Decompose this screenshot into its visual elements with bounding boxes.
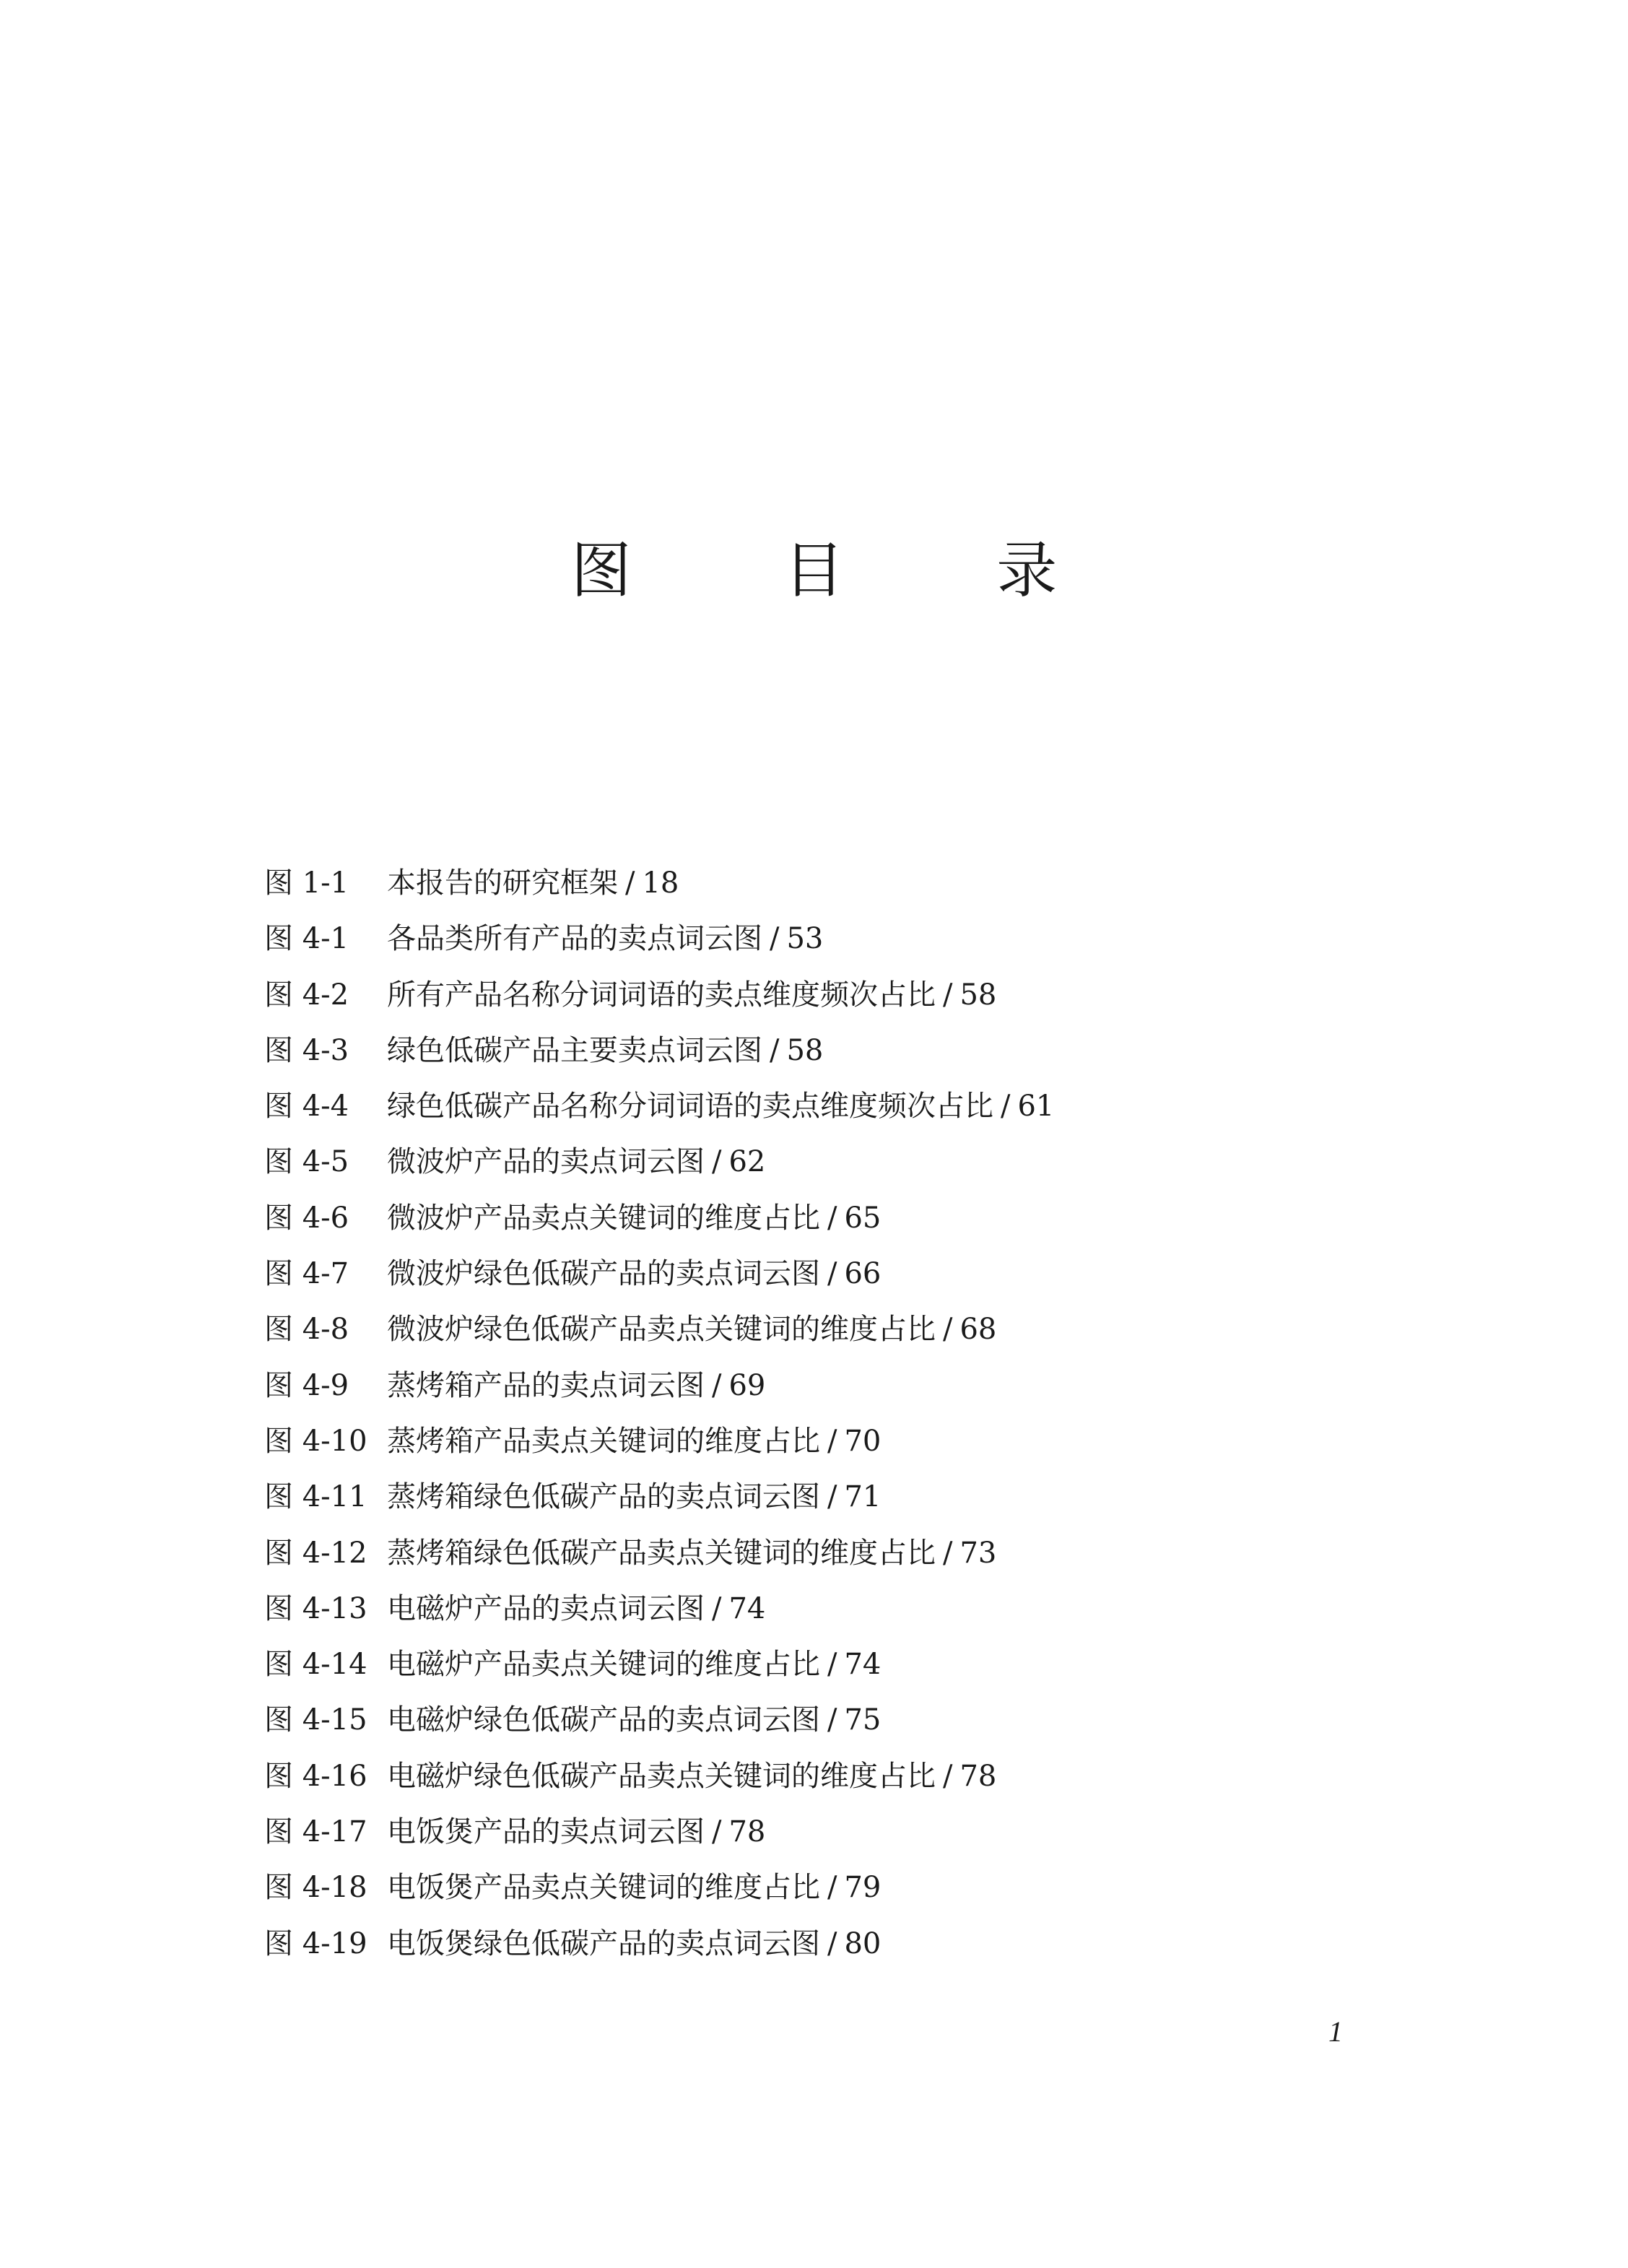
figure-title: 绿色低碳产品主要卖点词云图 xyxy=(387,1033,762,1067)
page-separator: / xyxy=(943,978,953,1012)
figure-number: 图 4-19 xyxy=(264,1926,367,1960)
page-separator: / xyxy=(943,1313,953,1347)
page-separator: / xyxy=(827,1480,837,1514)
figure-number: 图 4-2 xyxy=(264,978,349,1012)
page-number: 1 xyxy=(1328,2015,1343,2048)
page-title: 图 目 录 xyxy=(570,535,1124,606)
figure-title: 电饭煲绿色低碳产品的卖点词云图 xyxy=(387,1926,820,1960)
figure-list-entry[interactable] xyxy=(264,968,1492,1023)
figure-title: 电饭煲产品卖点关键词的维度占比 xyxy=(387,1871,820,1905)
figure-title: 绿色低碳产品名称分词词语的卖点维度频次占比 xyxy=(387,1090,993,1124)
figure-title: 微波炉产品卖点关键词的维度占比 xyxy=(387,1201,820,1235)
figure-page-number: 80 xyxy=(844,1926,882,1960)
figure-title: 微波炉产品的卖点词云图 xyxy=(387,1145,705,1179)
figure-number: 图 4-14 xyxy=(264,1648,367,1682)
figure-number: 图 4-11 xyxy=(264,1480,367,1514)
figure-list-entry[interactable] xyxy=(264,1581,1492,1637)
figure-page-number: 78 xyxy=(728,1815,766,1849)
figure-title: 电饭煲产品的卖点词云图 xyxy=(387,1815,705,1849)
figure-title: 蒸烤箱产品的卖点词云图 xyxy=(387,1368,705,1402)
figure-title: 微波炉绿色低碳产品卖点关键词的维度占比 xyxy=(387,1313,936,1347)
figure-number: 图 4-16 xyxy=(264,1759,367,1793)
figure-list-entry[interactable] xyxy=(264,1693,1492,1748)
figure-number: 图 4-17 xyxy=(264,1815,367,1849)
page-separator: / xyxy=(712,1145,722,1179)
page-separator: / xyxy=(827,1648,837,1682)
figure-title: 蒸烤箱产品卖点关键词的维度占比 xyxy=(387,1424,820,1458)
figure-list-entry[interactable] xyxy=(264,1749,1492,1804)
figure-list-entry[interactable] xyxy=(264,856,1492,911)
figure-title: 电磁炉产品的卖点词云图 xyxy=(387,1591,705,1625)
page-separator: / xyxy=(712,1591,722,1625)
figure-number: 图 4-12 xyxy=(264,1536,367,1570)
figure-list-entry[interactable] xyxy=(264,1023,1492,1079)
figure-number: 图 4-4 xyxy=(264,1090,349,1124)
figure-page-number: 74 xyxy=(728,1591,766,1625)
figure-list-entry[interactable] xyxy=(264,1246,1492,1302)
figure-title: 各品类所有产品的卖点词云图 xyxy=(387,922,762,956)
figure-title: 微波炉绿色低碳产品的卖点词云图 xyxy=(387,1257,820,1291)
figure-list-entry[interactable] xyxy=(264,1191,1492,1246)
figure-number: 图 4-3 xyxy=(264,1033,349,1067)
figure-page-number: 58 xyxy=(959,978,997,1012)
figure-list-entry[interactable] xyxy=(264,1302,1492,1357)
page-separator: / xyxy=(827,1201,837,1235)
figure-list-entry[interactable] xyxy=(264,1916,1492,1972)
figure-page-number: 62 xyxy=(728,1145,766,1179)
figure-page-number: 61 xyxy=(1017,1090,1055,1124)
figure-list-entry[interactable] xyxy=(264,1134,1492,1190)
page-separator: / xyxy=(1001,1090,1011,1124)
figure-title: 本报告的研究框架 xyxy=(387,866,618,900)
figure-list-entry[interactable] xyxy=(264,1526,1492,1581)
figure-title: 电磁炉绿色低碳产品卖点关键词的维度占比 xyxy=(387,1759,936,1793)
page-separator: / xyxy=(625,866,635,900)
figure-page-number: 68 xyxy=(959,1313,997,1347)
figure-list-entry[interactable] xyxy=(264,1358,1492,1414)
figure-list-entry[interactable] xyxy=(264,1804,1492,1860)
page-separator: / xyxy=(712,1368,722,1402)
figure-number: 图 4-7 xyxy=(264,1257,349,1291)
figure-list-entry[interactable] xyxy=(264,1637,1492,1693)
figure-page-number: 66 xyxy=(844,1257,882,1291)
figure-page-number: 75 xyxy=(844,1703,882,1737)
figure-title: 电磁炉绿色低碳产品的卖点词云图 xyxy=(387,1703,820,1737)
figure-title: 蒸烤箱绿色低碳产品的卖点词云图 xyxy=(387,1480,820,1514)
figure-title: 电磁炉产品卖点关键词的维度占比 xyxy=(387,1648,820,1682)
figure-list-entry[interactable] xyxy=(264,911,1492,967)
page-separator: / xyxy=(943,1759,953,1793)
page-separator: / xyxy=(770,1033,780,1067)
page-separator: / xyxy=(827,1703,837,1737)
figure-page-number: 58 xyxy=(786,1033,824,1067)
figure-list-entry[interactable] xyxy=(264,1860,1492,1916)
figure-page-number: 74 xyxy=(844,1648,882,1682)
figure-number: 图 4-5 xyxy=(264,1145,349,1179)
figure-page-number: 70 xyxy=(844,1424,882,1458)
figure-title: 蒸烤箱绿色低碳产品卖点关键词的维度占比 xyxy=(387,1536,936,1570)
figure-number: 图 1-1 xyxy=(264,866,349,900)
figure-number: 图 4-9 xyxy=(264,1368,349,1402)
figure-page-number: 53 xyxy=(786,922,824,956)
page-separator: / xyxy=(827,1257,837,1291)
figure-list-entry[interactable] xyxy=(264,1469,1492,1525)
figure-number: 图 4-13 xyxy=(264,1591,367,1625)
figure-number: 图 4-1 xyxy=(264,922,349,956)
figure-number: 图 4-15 xyxy=(264,1703,367,1737)
page-separator: / xyxy=(712,1815,722,1849)
figure-number: 图 4-8 xyxy=(264,1313,349,1347)
figure-list xyxy=(264,856,1492,1972)
figure-title: 所有产品名称分词词语的卖点维度频次占比 xyxy=(387,978,936,1012)
page-separator: / xyxy=(827,1424,837,1458)
figure-page-number: 18 xyxy=(642,866,679,900)
figure-list-entry[interactable] xyxy=(264,1079,1492,1134)
figure-number: 图 4-18 xyxy=(264,1871,367,1905)
figure-page-number: 78 xyxy=(959,1759,997,1793)
figure-list-entry[interactable] xyxy=(264,1414,1492,1469)
figure-number: 图 4-6 xyxy=(264,1201,349,1235)
page-separator: / xyxy=(827,1871,837,1905)
figure-page-number: 65 xyxy=(844,1201,882,1235)
page-separator: / xyxy=(827,1926,837,1960)
page-separator: / xyxy=(770,922,780,956)
page-separator: / xyxy=(943,1536,953,1570)
figure-page-number: 71 xyxy=(844,1480,882,1514)
figure-page-number: 73 xyxy=(959,1536,997,1570)
figure-page-number: 69 xyxy=(728,1368,766,1402)
figure-number: 图 4-10 xyxy=(264,1424,367,1458)
figure-page-number: 79 xyxy=(844,1871,882,1905)
